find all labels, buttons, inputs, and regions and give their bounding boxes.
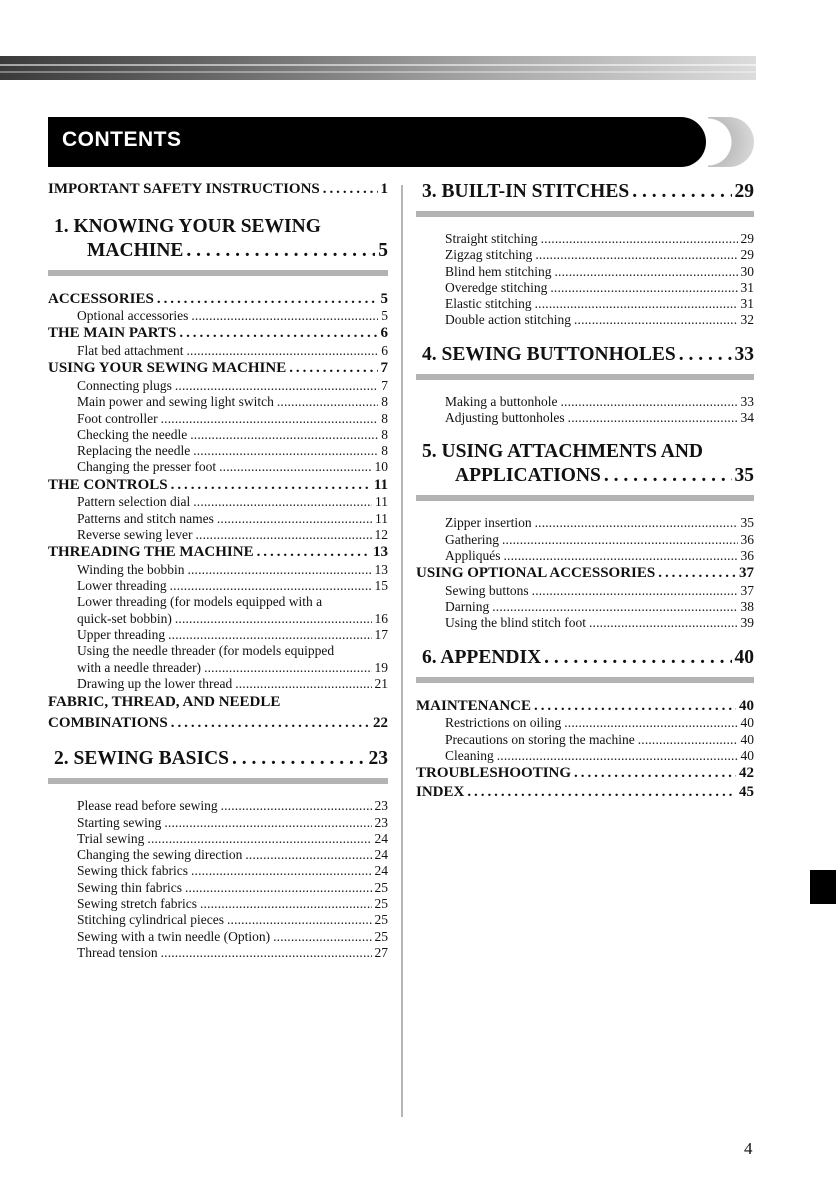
toc-entry-flat-bed[interactable]: Flat bed attachment . . . 6 xyxy=(48,343,388,359)
toc-entry[interactable]: Elastic stitching . . . 31 xyxy=(416,296,754,312)
toc-entry-optional-accessories-section[interactable]: USING OPTIONAL ACCESSORIES . . . 37 xyxy=(416,564,754,583)
toc-left-column xyxy=(48,180,388,961)
chapter-2-heading[interactable]: 2. SEWING BASICS . . . 23 xyxy=(48,747,388,771)
chapter-3-rule xyxy=(416,211,754,217)
chapter-1-heading[interactable]: 1. KNOWING YOUR SEWING MACHINE . . . 5 xyxy=(48,215,388,263)
toc-entry[interactable]: Stitching cylindrical pieces . . . 25 xyxy=(48,912,388,928)
chapter-5-heading[interactable]: 5. USING ATTACHMENTS AND APPLICATIONS . . . 35 xyxy=(416,440,754,488)
toc-entry[interactable]: Blind hem stitching . . . 30 xyxy=(416,264,754,280)
toc-entry[interactable]: Zigzag stitching . . . 29 xyxy=(416,247,754,263)
chapter-4-rule xyxy=(416,374,754,380)
toc-entry[interactable]: Restrictions on oiling . . . 40 xyxy=(416,715,754,731)
toc-entry[interactable]: Drawing up the lower thread . . . 21 xyxy=(48,676,388,692)
toc-entry[interactable]: Making a buttonhole . . . 33 xyxy=(416,394,754,410)
toc-entry-accessories[interactable]: ACCESSORIES . . . 5 xyxy=(48,290,388,309)
toc-entry[interactable]: Checking the needle . . . 8 xyxy=(48,427,388,443)
toc-entry-threading[interactable]: THREADING THE MACHINE . . . 13 xyxy=(48,543,388,562)
toc-entry[interactable]: Adjusting buttonholes . . . 34 xyxy=(416,410,754,426)
toc-entry-index[interactable]: INDEX . . . 45 xyxy=(416,783,754,802)
toc-entry[interactable]: Main power and sewing light switch . . . 8 xyxy=(48,394,388,410)
chapter-2-rule xyxy=(48,778,388,784)
chapter-1-rule xyxy=(48,270,388,276)
chapter-4-heading[interactable]: 4. SEWING BUTTONHOLES . . . 33 xyxy=(416,343,754,367)
toc-entry[interactable]: Lower threading . . . 15 xyxy=(48,578,388,594)
toc-entry-controls[interactable]: THE CONTROLS . . . 11 xyxy=(48,476,388,495)
toc-entry-maintenance[interactable]: MAINTENANCE . . . 40 xyxy=(416,697,754,716)
toc-right-column xyxy=(416,180,754,801)
section-thumb-tab xyxy=(810,870,836,904)
toc-entry[interactable]: Sewing stretch fabrics . . . 25 xyxy=(48,896,388,912)
chapter-3-heading[interactable]: 3. BUILT-IN STITCHES . . . 29 xyxy=(416,180,754,204)
toc-entry-label: IMPORTANT SAFETY INSTRUCTIONS xyxy=(48,181,320,197)
toc-entry-optional-accessories[interactable]: Optional accessories . . . 5 xyxy=(48,308,388,324)
banner-tab-shape xyxy=(708,117,754,167)
toc-entry[interactable]: Please read before sewing . . . 23 xyxy=(48,798,388,814)
toc-entry[interactable]: Foot controller . . . 8 xyxy=(48,411,388,427)
page-title: CONTENTS xyxy=(62,128,182,151)
toc-entry[interactable]: Changing the sewing direction . . . 24 xyxy=(48,847,388,863)
toc-entry-fabric[interactable]: FABRIC, THREAD, AND NEEDLE COMBINATIONS . . . 22 xyxy=(48,692,388,733)
toc-entry[interactable]: Using the blind stitch foot . . . 39 xyxy=(416,615,754,631)
chapter-5-rule xyxy=(416,495,754,501)
toc-entry-safety[interactable] xyxy=(48,180,388,199)
toc-entry[interactable]: Sewing with a twin needle (Option) . . . 25 xyxy=(48,929,388,945)
toc-entry[interactable]: Precautions on storing the machine . . . 40 xyxy=(416,732,754,748)
chapter-1-line1: 1. KNOWING YOUR SEWING xyxy=(54,215,321,237)
toc-entry[interactable]: Darning . . . 38 xyxy=(416,599,754,615)
toc-entry[interactable]: Upper threading . . . 17 xyxy=(48,627,388,643)
toc-entry-page: 1 xyxy=(380,181,388,197)
toc-entry-needle-threader[interactable]: Using the needle threader (for models equipped with a needle threader) . . . 19 xyxy=(48,643,388,676)
toc-entry[interactable]: Patterns and stitch names . . . 11 xyxy=(48,511,388,527)
toc-entry[interactable]: Reverse sewing lever . . . 12 xyxy=(48,527,388,543)
toc-entry[interactable]: Overedge stitching . . . 31 xyxy=(416,280,754,296)
toc-entry[interactable]: Zipper insertion . . . 35 xyxy=(416,515,754,531)
toc-entry[interactable]: Gathering . . . 36 xyxy=(416,532,754,548)
toc-entry[interactable]: Winding the bobbin . . . 13 xyxy=(48,562,388,578)
toc-entry[interactable]: Thread tension . . . 27 xyxy=(48,945,388,961)
toc-entry[interactable]: Pattern selection dial . . . 11 xyxy=(48,494,388,510)
toc-entry[interactable]: Straight stitching . . . 29 xyxy=(416,231,754,247)
toc-entry[interactable]: Appliqués . . . 36 xyxy=(416,548,754,564)
header-stripe-bar xyxy=(0,56,756,80)
toc-entry[interactable]: Trial sewing . . . 24 xyxy=(48,831,388,847)
toc-entry[interactable]: Connecting plugs . . . 7 xyxy=(48,378,388,394)
toc-entry[interactable]: Sewing thick fabrics . . . 24 xyxy=(48,863,388,879)
page-number: 4 xyxy=(744,1139,753,1158)
toc-entry[interactable]: Double action stitching . . . 32 xyxy=(416,312,754,328)
toc-entry[interactable]: Sewing buttons . . . 37 xyxy=(416,583,754,599)
chapter-1-page: 5 xyxy=(378,239,388,261)
toc-entry-main-parts[interactable]: THE MAIN PARTS . . . 6 xyxy=(48,324,388,343)
toc-entry[interactable]: Starting sewing . . . 23 xyxy=(48,815,388,831)
column-divider xyxy=(401,185,403,1117)
toc-entry-using-machine[interactable]: USING YOUR SEWING MACHINE . . . 7 xyxy=(48,359,388,378)
toc-entry-lower-quick[interactable]: Lower threading (for models equipped with a quick-set bobbin) . . . 16 xyxy=(48,594,388,627)
toc-entry[interactable]: Sewing thin fabrics . . . 25 xyxy=(48,880,388,896)
toc-entry-troubleshooting[interactable]: TROUBLESHOOTING . . . 42 xyxy=(416,764,754,783)
toc-entry[interactable]: Replacing the needle . . . 8 xyxy=(48,443,388,459)
toc-entry[interactable]: Changing the presser foot . . . 10 xyxy=(48,459,388,475)
chapter-6-heading[interactable]: 6. APPENDIX . . . 40 xyxy=(416,646,754,670)
toc-entry[interactable]: Cleaning . . . 40 xyxy=(416,748,754,764)
chapter-6-rule xyxy=(416,677,754,683)
